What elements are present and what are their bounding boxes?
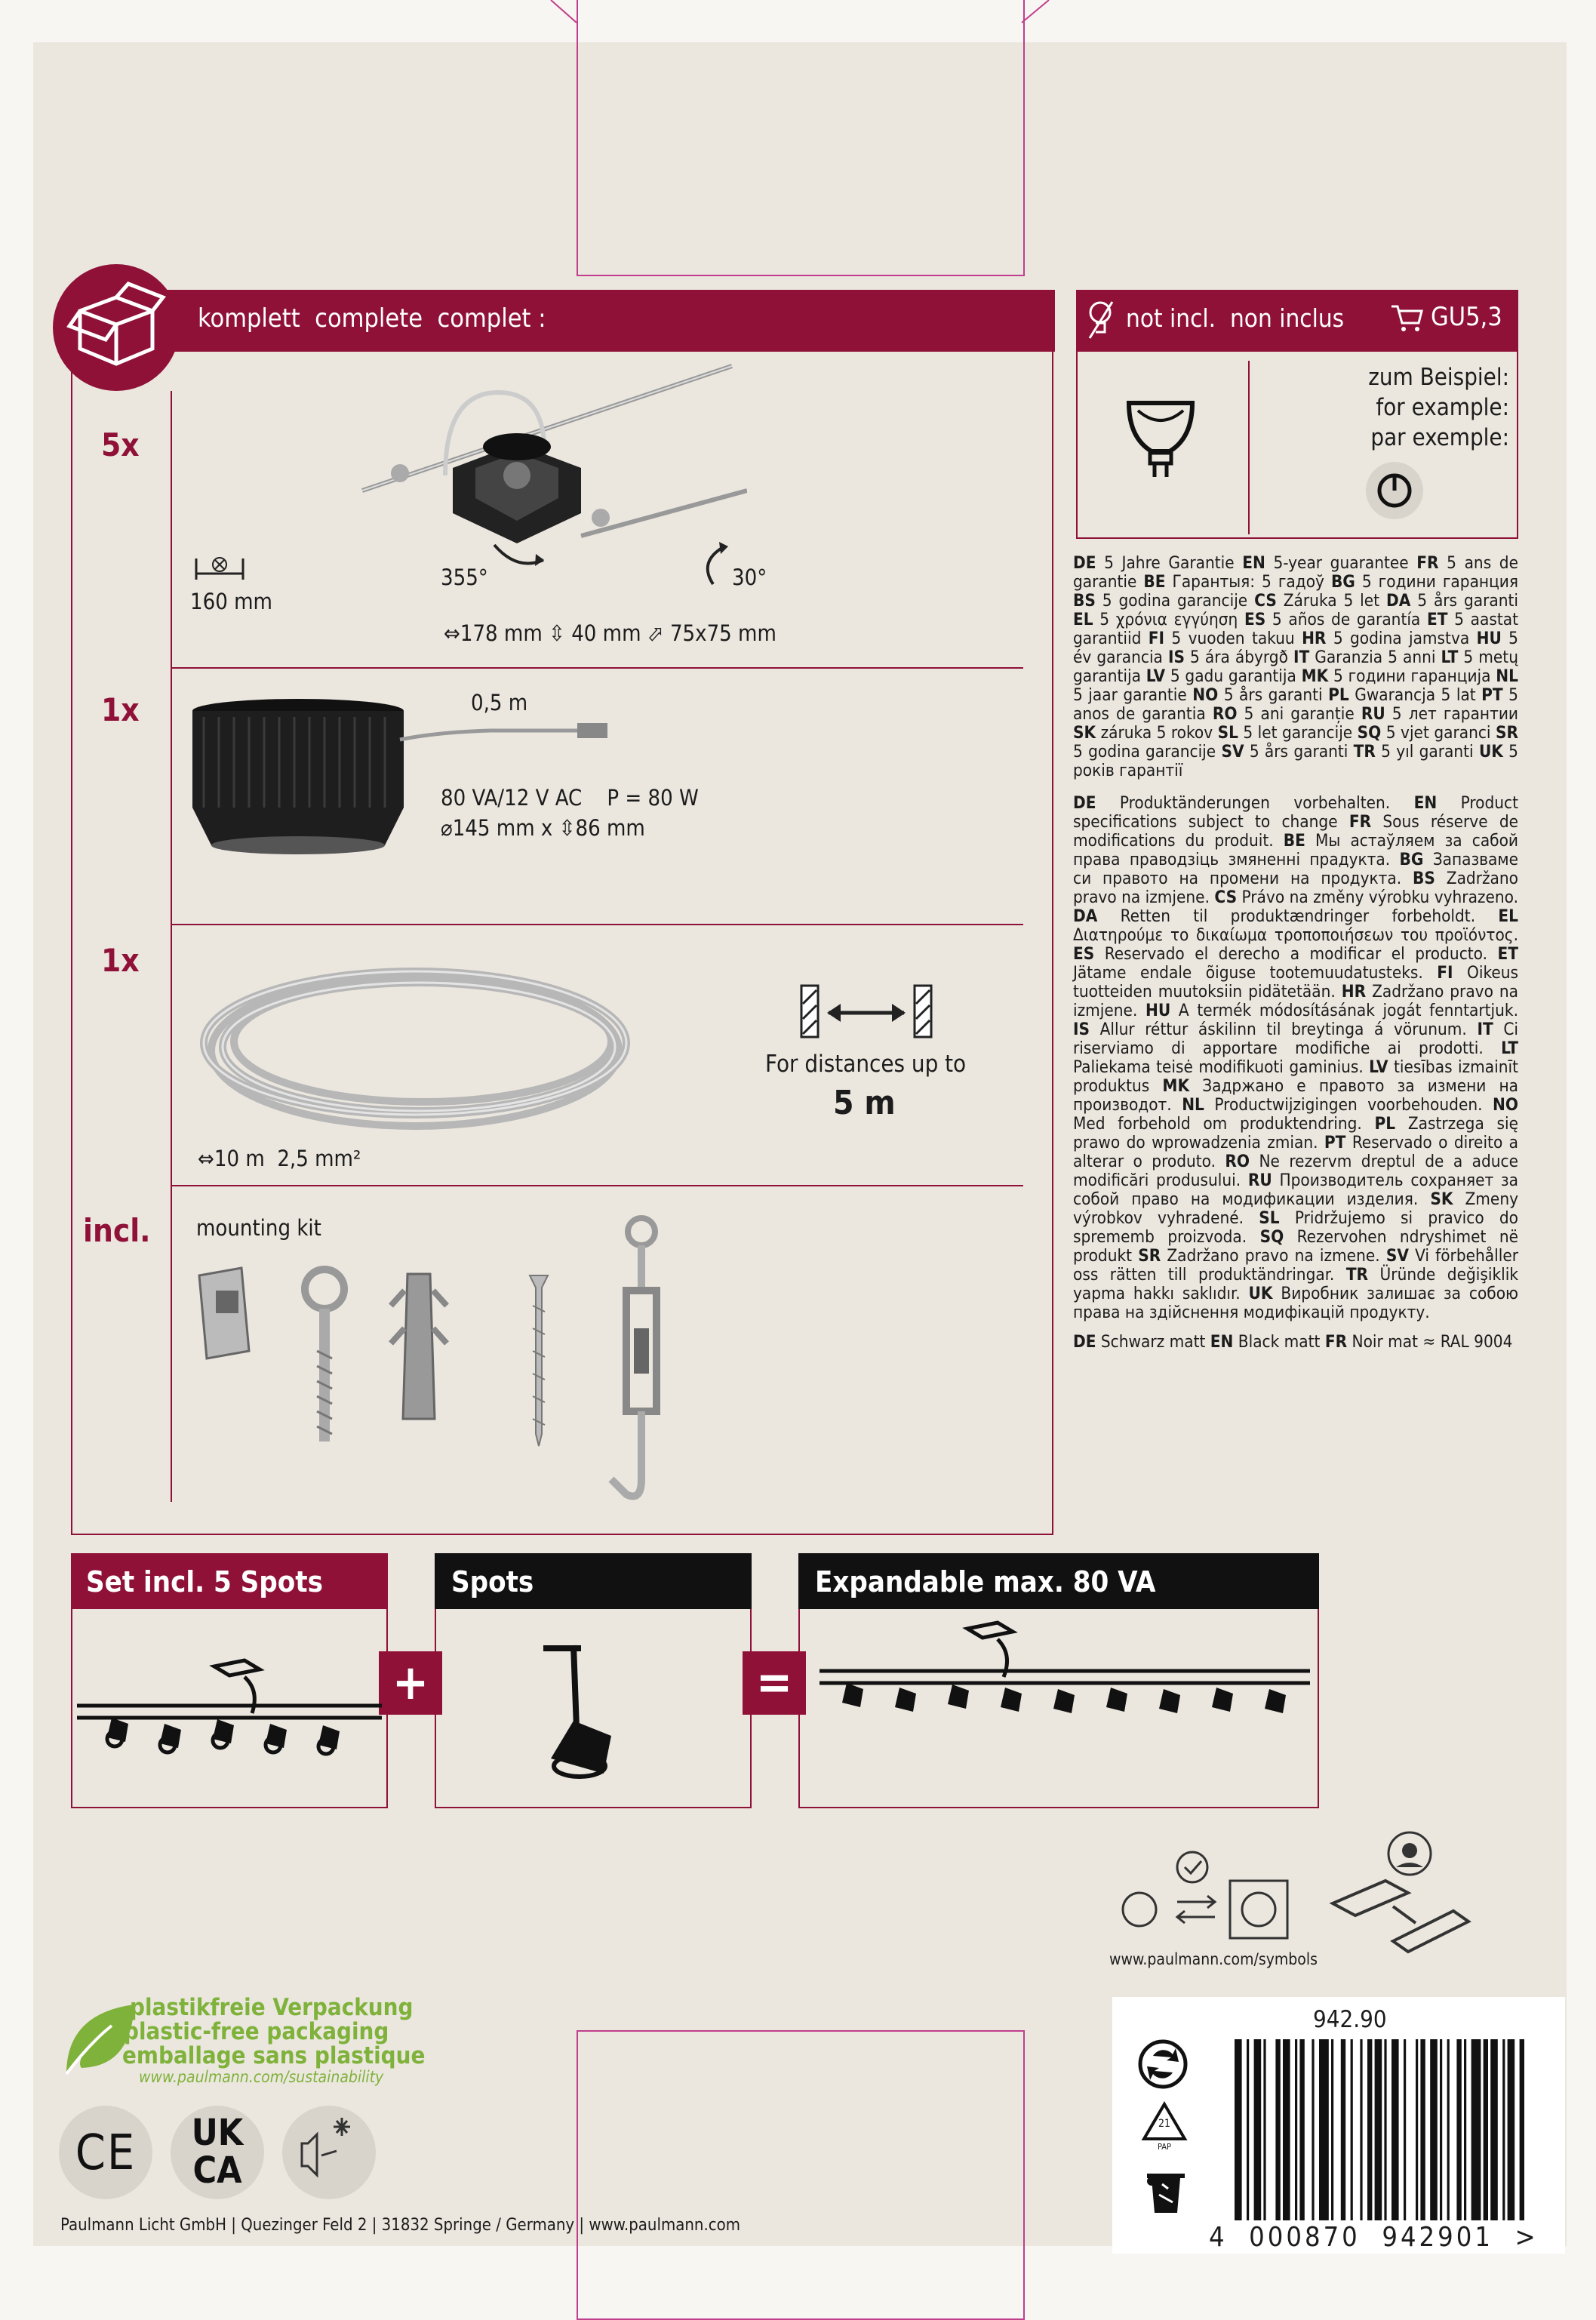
ean-barcode — [1232, 2039, 1551, 2234]
ukca-top: UK — [191, 2112, 244, 2154]
warranty-text: DE 5 Jahre Garantie EN 5-year guarantee FR 5 ans de garantie BE Гарантыя: 5 гадоў BG 5 години гаранция BS 5 godina garancije CS Záruka 5 let DA 5 års garanti EL 5 χρόνια εγγύηση ES 5 años de garantía ET 5 aastat garantiid FI 5 vuoden takuu HR 5 godina jamstva HU 5 év garancia IS 5 ára ábyrgð IT Garanzia 5 anni LT 5 metų garantija LV 5 gadu garantija MK 5 години гаранција NL 5 jaar garantie NO 5 års garanti PL Gwarancja 5 lat PT 5 anos de garantia RO 5 ani garanție RU 5 лет гарантии SK záruka 5 rokov SL 5 let garancije SQ 5 vjet garanci SR 5 godina garancije SV 5 års garanti TR 5 yıl garanti UK 5 років гарантії — [1073, 553, 1519, 780]
footer-address: Paulmann Licht GmbH | Quezinger Feld 2 | 31832 Springe / Germany | www.paulmann.com — [60, 2216, 741, 2235]
column-divider — [171, 391, 172, 1502]
tilt-arrow-icon — [690, 539, 736, 592]
plastic-line1: plastikfreie Verpackung — [130, 1994, 414, 2021]
installer-symbols-icon — [1325, 1828, 1476, 1971]
distance-value: 5 m — [833, 1084, 896, 1122]
ukca-bottom: CA — [192, 2149, 242, 2192]
changes-text: DE Produktänderungen vorbehalten. EN Product specifications subject to change FR Sous réserve de modifications du produit. BE Мы астаўляем за сабой права праводзіць змяненні прадукта. BG Запазваме си правото на промени на продукта. BS Zadržano pravo na izmjene. CS Právo na změny výrobku vyhrazeno. DA Retten til produktændringer forbeholdt. EL Διατηρούμε το δικαίωμα τροποποιήσεων του προϊόντος. ES Reservado el derecho a modificar el producto. ET Jätame endale õiguse tootemuudatusteks. FI Oikeus tuotteiden muutoksiin pidätetään. HR Zadržano pravo na izmjene. HU A termék módosításának jogát fenntartjuk. IS Allur réttur áskilinn til breytinga á vörunum. IT Ci riserviamo di apportare modifiche ai prodotti. LT Paliekama teisė modifikuoti gaminius. LV tiesības izmainīt produktus MK Задржано е правото за измени на производот. NL Productwijzigingen voorbehouden. NO Med forbehold om produktendring. PL Zastrzega się prawo do wprowadzenia zmian. PT Reservado o direito a alterar o produto. RO Ne rezervm dreptul de a aduce modificări produsului. RU Производитель сохраняет за собой право на модификации изделия. SK Zmeny výrobkov vyhradené. SL Pridržujemo si pravico do sprememb proizvoda. SQ Rezervohen ndryshimet në produkt SR Zadržano pravo na izmene. SV Vi förbehåller oss rätten till produktändringar. TR Üründe değişiklik yapma hakkı saklıdır. UK Виробник залишає за собою права на здійснення модифікацій продукту. — [1073, 793, 1519, 1322]
angle-arrow-icon — [487, 537, 547, 575]
plastic-line2: plastic-free packaging — [124, 2018, 389, 2045]
complete-label: komplett complete complet : — [198, 303, 546, 334]
color-text: DE Schwarz matt EN Black matt FR Noir mat ≈ RAL 9004 — [1073, 1332, 1513, 1352]
lamp-type: GU5,3 — [1431, 302, 1502, 332]
recycle-label: PAP — [1158, 2142, 1171, 2152]
symbols-url: www.paulmann.com/symbols — [1109, 1950, 1318, 1968]
example-label: zum Beispiel: for example: par exemple: — [1368, 364, 1509, 451]
cart-icon — [1388, 302, 1425, 334]
dimmable-icon — [1364, 460, 1425, 521]
spot-illustration — [355, 362, 747, 581]
min-distance-icon — [193, 555, 246, 583]
set-spots-icon — [74, 1645, 385, 1781]
lamp-divider — [1248, 361, 1250, 534]
mounting-kit-illustration — [189, 1215, 687, 1502]
plastic-url: www.paulmann.com/sustainability — [139, 2068, 384, 2086]
row-divider — [172, 667, 1023, 669]
distance-label: For distances up to — [765, 1051, 967, 1078]
indoor-use-icon — [291, 2113, 367, 2189]
expanded-spots-icon — [804, 1615, 1318, 1751]
waste-bin-icon — [1139, 2169, 1192, 2217]
recycle-icon — [1136, 2038, 1189, 2091]
transformer-specs: 80 VA/12 V AC P = 80 W — [441, 785, 699, 811]
gu53-lamp-icon — [1123, 392, 1198, 483]
single-spot-icon — [528, 1638, 649, 1789]
dieline-top — [577, 0, 1025, 276]
mounting-kit-label: mounting kit — [196, 1215, 321, 1241]
plastic-line3: emballage sans plastique — [122, 2042, 426, 2069]
not-included-label: not incl. non inclus — [1126, 303, 1345, 333]
config-expand-label: Expandable max. 80 VA — [815, 1565, 1156, 1598]
config-spots-label: Spots — [451, 1565, 534, 1598]
dieline-bottom — [577, 2030, 1025, 2320]
qty-transformer: 1x — [101, 691, 140, 728]
recycle-code: 21 — [1158, 2118, 1171, 2130]
angle-rotate: 355° — [441, 565, 488, 590]
cable-length: 0,5 m — [471, 690, 528, 715]
spot-dimensions: ⇔178 mm ⇳ 40 mm ⬀ 75x75 mm — [444, 620, 776, 646]
cable-coil-illustration — [189, 952, 649, 1149]
row-divider — [172, 924, 1023, 925]
ce-mark-text: CE — [75, 2125, 137, 2181]
config-set-label: Set incl. 5 Spots — [86, 1565, 323, 1598]
energy-symbols-icon — [1109, 1842, 1358, 1947]
equals-symbol: = — [755, 1655, 793, 1711]
cable-spec: ⇔10 m 2,5 mm² — [198, 1146, 361, 1171]
bulb-icon — [1087, 297, 1117, 343]
angle-tilt: 30° — [732, 565, 767, 590]
min-distance: 160 mm — [190, 589, 272, 614]
qty-kit: incl. — [83, 1212, 151, 1249]
row-divider — [172, 1185, 1023, 1186]
qty-cable: 1x — [101, 942, 140, 979]
qty-spots: 5x — [101, 426, 140, 463]
distance-icon — [798, 981, 934, 1042]
transformer-size: ⌀145 mm x ⇳86 mm — [441, 815, 645, 841]
ean-number: 4 000870 942901 > — [1209, 2222, 1539, 2253]
box-icon — [53, 264, 180, 391]
dieline-corners — [528, 0, 1072, 30]
article-number: 942.90 — [1313, 2006, 1387, 2033]
plus-symbol: + — [392, 1655, 429, 1711]
